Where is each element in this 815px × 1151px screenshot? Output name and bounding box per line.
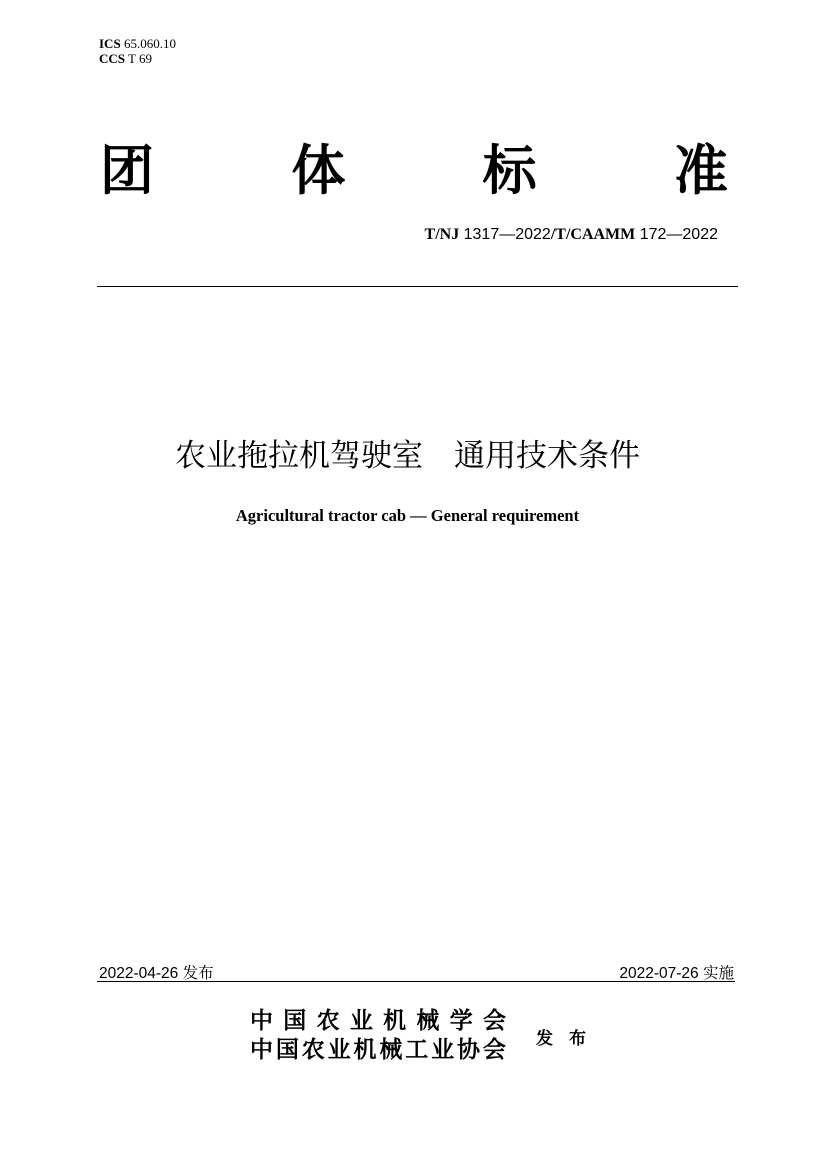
- issued-label: [536, 1024, 586, 1049]
- doc-type-char: 标: [482, 139, 537, 202]
- org1-char: 械: [416, 1008, 440, 1034]
- org1-char: 国: [283, 1008, 307, 1034]
- doc-type-char: 体: [291, 139, 346, 202]
- org2-char: 农: [301, 1037, 325, 1063]
- org1-char: 业: [349, 1008, 373, 1034]
- issuing-organization-2: [250, 1036, 506, 1064]
- std-prefix-2: /T/CAAMM: [550, 226, 636, 243]
- std-prefix-1: T/NJ: [424, 226, 460, 243]
- doc-type-char: 团: [100, 139, 154, 202]
- org2-char: 机: [353, 1037, 377, 1063]
- org1-char: 农: [316, 1008, 340, 1034]
- org1-char: 学: [449, 1008, 473, 1034]
- org2-char: 业: [327, 1037, 351, 1063]
- std-number-1: 1317—2022: [459, 226, 551, 243]
- org1-char: 会: [482, 1008, 506, 1034]
- std-number-2: 172—2022: [635, 226, 718, 243]
- title-chinese: 农业拖拉机驾驶室 通用技术条件: [175, 438, 640, 474]
- org1-char: 中: [250, 1008, 273, 1034]
- effective-date-value: 2022-07-26: [619, 965, 699, 982]
- org2-char: 会: [482, 1037, 506, 1063]
- footer-divider: [97, 981, 735, 982]
- classification-codes: [99, 36, 176, 66]
- org2-char: 械: [379, 1037, 403, 1063]
- ics-label: ICS: [99, 36, 121, 51]
- doc-type-char: 准: [673, 139, 728, 202]
- header-divider: [97, 286, 738, 287]
- standard-number: [425, 226, 718, 244]
- issued-char: 布: [569, 1029, 586, 1049]
- effective-date: [619, 961, 734, 983]
- ccs-line: [99, 51, 176, 66]
- issuing-organization-1: [250, 1007, 506, 1035]
- org1-char: 机: [383, 1008, 407, 1034]
- document-type-heading: [100, 138, 728, 204]
- org2-char: 工: [405, 1037, 429, 1063]
- org2-char: 业: [431, 1037, 455, 1063]
- publish-label: 发布: [182, 964, 214, 982]
- ccs-value: T 69: [128, 51, 152, 66]
- publish-date-value: 2022-04-26: [99, 965, 179, 982]
- ics-value: 65.060.10: [123, 36, 176, 51]
- org2-char: 协: [457, 1037, 480, 1063]
- title-english: Agricultural tractor cab — General requirement: [235, 506, 580, 525]
- ccs-label: CCS: [99, 51, 126, 66]
- org2-char: 国: [275, 1037, 299, 1063]
- effective-label: 实施: [702, 964, 734, 982]
- issued-char: 发: [536, 1029, 553, 1049]
- ics-line: [99, 36, 176, 51]
- org2-char: 中: [250, 1037, 273, 1063]
- publish-date: [99, 961, 214, 983]
